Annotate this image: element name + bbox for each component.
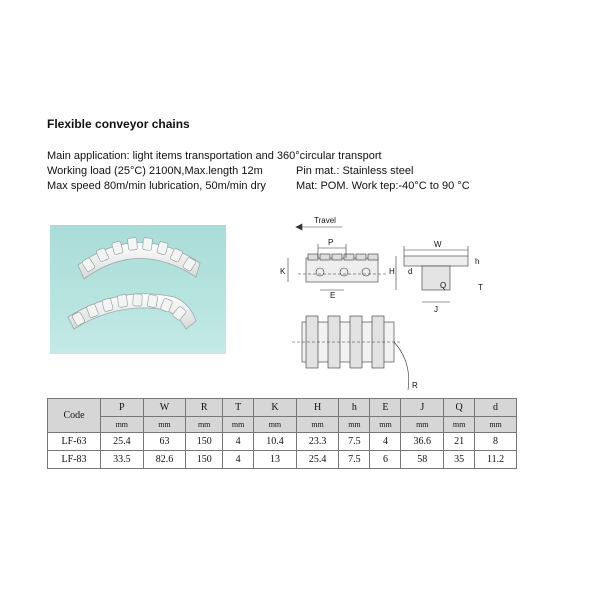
table-cell: 7.5	[339, 451, 370, 469]
unit-cell: mm	[186, 417, 223, 433]
label-small-h: h	[475, 257, 480, 266]
label-e: E	[330, 291, 336, 300]
table-cell: 4	[223, 451, 254, 469]
col-header-e: E	[370, 399, 401, 417]
unit-cell: mm	[339, 417, 370, 433]
col-header-h: H	[296, 399, 339, 417]
table-row	[48, 433, 517, 451]
product-photo	[50, 225, 226, 354]
pin-material-text: Pin mat.: Stainless steel	[296, 165, 414, 177]
technical-drawing	[262, 212, 502, 402]
table-cell: 4	[370, 433, 401, 451]
table-cell: 4	[223, 433, 254, 451]
table-cell: 33.5	[101, 451, 144, 469]
table-units-row	[48, 417, 517, 433]
label-t: T	[478, 283, 483, 292]
table-cell: 25.4	[296, 451, 339, 469]
table-header-row	[48, 399, 517, 417]
lower-chain	[68, 294, 196, 329]
table-cell: 7.5	[339, 433, 370, 451]
label-p: P	[328, 238, 334, 247]
table-cell: 150	[186, 433, 223, 451]
main-application-text: Main application: light items transportation and 360°circular transport	[47, 150, 382, 162]
col-header-p: P	[101, 399, 144, 417]
label-q: Q	[440, 281, 447, 290]
unit-cell: mm	[101, 417, 144, 433]
label-h: H	[389, 267, 395, 276]
travel-label: Travel	[314, 216, 336, 225]
col-header-q: Q	[444, 399, 475, 417]
unit-cell: mm	[296, 417, 339, 433]
unit-cell: mm	[475, 417, 517, 433]
table-cell: 150	[186, 451, 223, 469]
page-title: Flexible conveyor chains	[47, 117, 190, 131]
table-cell: 21	[444, 433, 475, 451]
col-header-t: T	[223, 399, 254, 417]
material-text: Mat: POM. Work tep:-40°C to 90 °C	[296, 180, 470, 192]
table-cell: 36.6	[401, 433, 444, 451]
row-code: LF-63	[48, 433, 101, 451]
col-header-r: R	[186, 399, 223, 417]
label-w: W	[434, 240, 442, 249]
row-code: LF-83	[48, 451, 101, 469]
spec-table	[47, 398, 517, 469]
table-row	[48, 451, 517, 469]
max-speed-text: Max speed 80m/min lubrication, 50m/min dry	[47, 180, 266, 192]
unit-cell: mm	[370, 417, 401, 433]
table-cell: 58	[401, 451, 444, 469]
chain-photo-illustration	[50, 225, 226, 354]
col-header-small-h: h	[339, 399, 370, 417]
top-view	[292, 316, 418, 390]
cross-section-view	[389, 240, 483, 314]
table-cell: 6	[370, 451, 401, 469]
unit-cell: mm	[223, 417, 254, 433]
label-d: d	[408, 267, 413, 276]
table-cell: 23.3	[296, 433, 339, 451]
table-cell: 35	[444, 451, 475, 469]
label-j: J	[434, 305, 438, 314]
unit-cell: mm	[254, 417, 297, 433]
unit-cell: mm	[143, 417, 186, 433]
table-cell: 11.2	[475, 451, 517, 469]
table-cell: 8	[475, 433, 517, 451]
unit-cell: mm	[401, 417, 444, 433]
unit-cell: mm	[444, 417, 475, 433]
code-header: Code	[48, 399, 101, 433]
table-cell: 13	[254, 451, 297, 469]
spec-materials	[296, 164, 470, 194]
table-cell: 82.6	[143, 451, 186, 469]
upper-chain	[78, 238, 200, 279]
table-cell: 25.4	[101, 433, 144, 451]
table-cell: 63	[143, 433, 186, 451]
label-k: K	[280, 267, 286, 276]
table-cell: 10.4	[254, 433, 297, 451]
label-r: R	[412, 381, 418, 390]
working-load-text: Working load (25°C) 2100N,Max.length 12m	[47, 165, 263, 177]
col-header-w: W	[143, 399, 186, 417]
side-view	[280, 238, 386, 300]
col-header-j: J	[401, 399, 444, 417]
col-header-k: K	[254, 399, 297, 417]
col-header-d: d	[475, 399, 517, 417]
travel-arrow	[296, 216, 342, 230]
